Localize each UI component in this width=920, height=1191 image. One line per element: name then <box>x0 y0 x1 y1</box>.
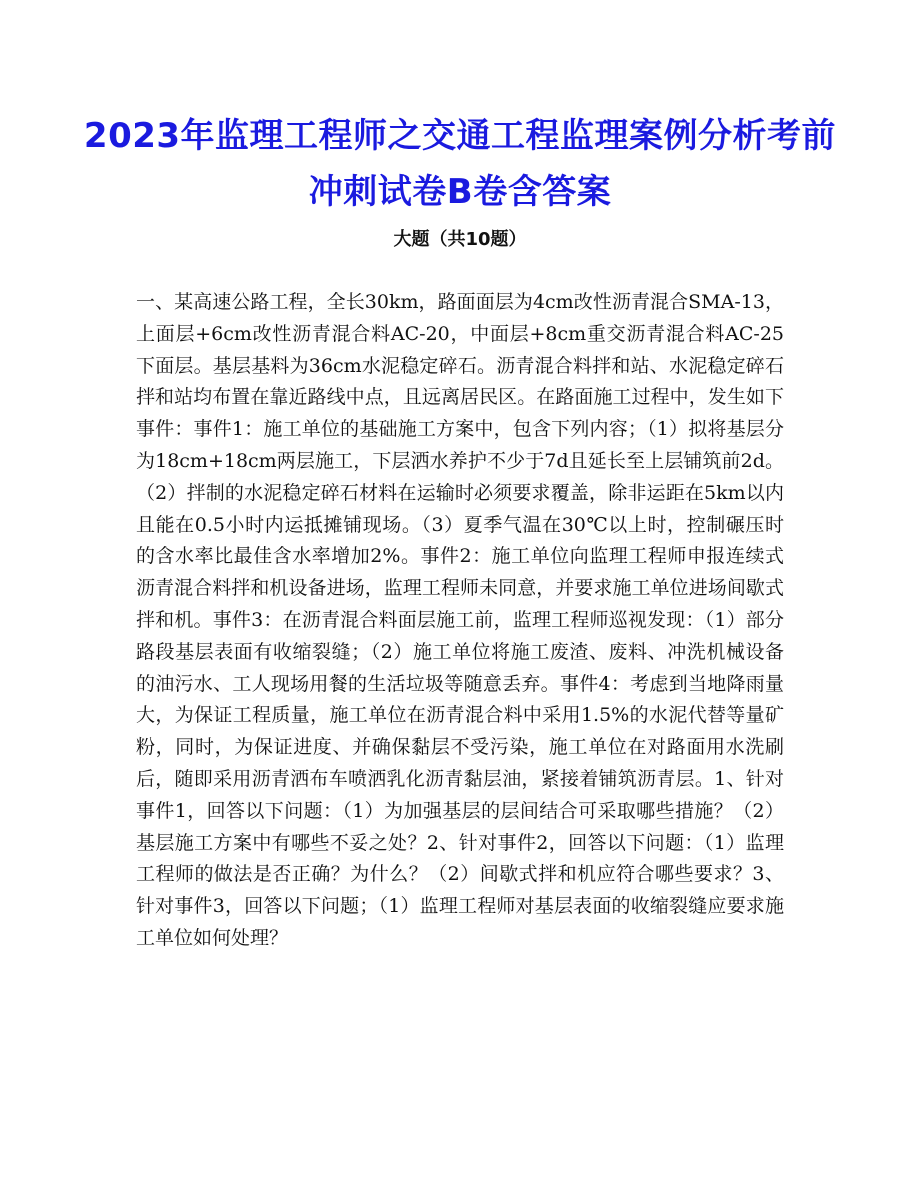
document-title: 2023年监理工程师之交通工程监理案例分析考前冲刺试卷B卷含答案 <box>83 116 837 212</box>
section-heading: 大题（共10题） <box>393 229 527 250</box>
question-1-text: 一、某高速公路工程，全长30km，路面面层为4cm改性沥青混合SMA-13，上面层+6cm改性沥青混合料AC-20，中面层+8cm重交沥青混合料AC-25下面层。基层基料为36cm水泥稳定碎石。沥青混合料拌和站、水泥稳定碎石拌和站均布置在靠近路线中点，且远离居民区。在路面施工过程中，发生如下事件：事件1：施工单位的基础施工方案中，包含下列内容；（1）拟将基层分为18cm+18cm两层施工，下层洒水养护不少于7d且延长至上层铺筑前2d。（2）拌制的水泥稳定碎石材料在运输时必须要求覆盖，除非运距在5km以内且能在0.5小时内运抵摊铺现场。（3）夏季气温在30℃以上时，控制碾压时的含水率比最佳含水率增加2%。事件2：施工单位向监理工程师申报连续式沥青混合料拌和机设备进场，监理工程师未同意，并要求施工单位进场间歇式拌和机。事件3：在沥青混合料面层施工前，监理工程师巡视发现：（1）部分路段基层表面有收缩裂缝；（2）施工单位将施工废渣、废料、冲洗机械设备的油污水、工人现场用餐的生活垃圾等随意丢弃。事件4：考虑到当地降雨量大，为保证工程质量，施工单位在沥青混合料中采用1.5%的水泥代替等量矿粉，同时，为保证进度、并确保黏层不受污染，施工单位在对路面用水洗刷后，随即采用沥青洒布车喷洒乳化沥青黏层油，紧接着铺筑沥青层。1、针对事件1，回答以下问题：（1）为加强基层的层间结合可采取哪些措施？（2）基层施工方案中有哪些不妥之处？2、针对事件2，回答以下问题：（1）监理工程师的做法是否正确？为什么？（2）间歇式拌和机应符合哪些要求？3、针对事件3，回答以下问题；（1）监理工程师对基层表面的收缩裂缝应要求施工单位如何处理？ <box>136 291 784 949</box>
